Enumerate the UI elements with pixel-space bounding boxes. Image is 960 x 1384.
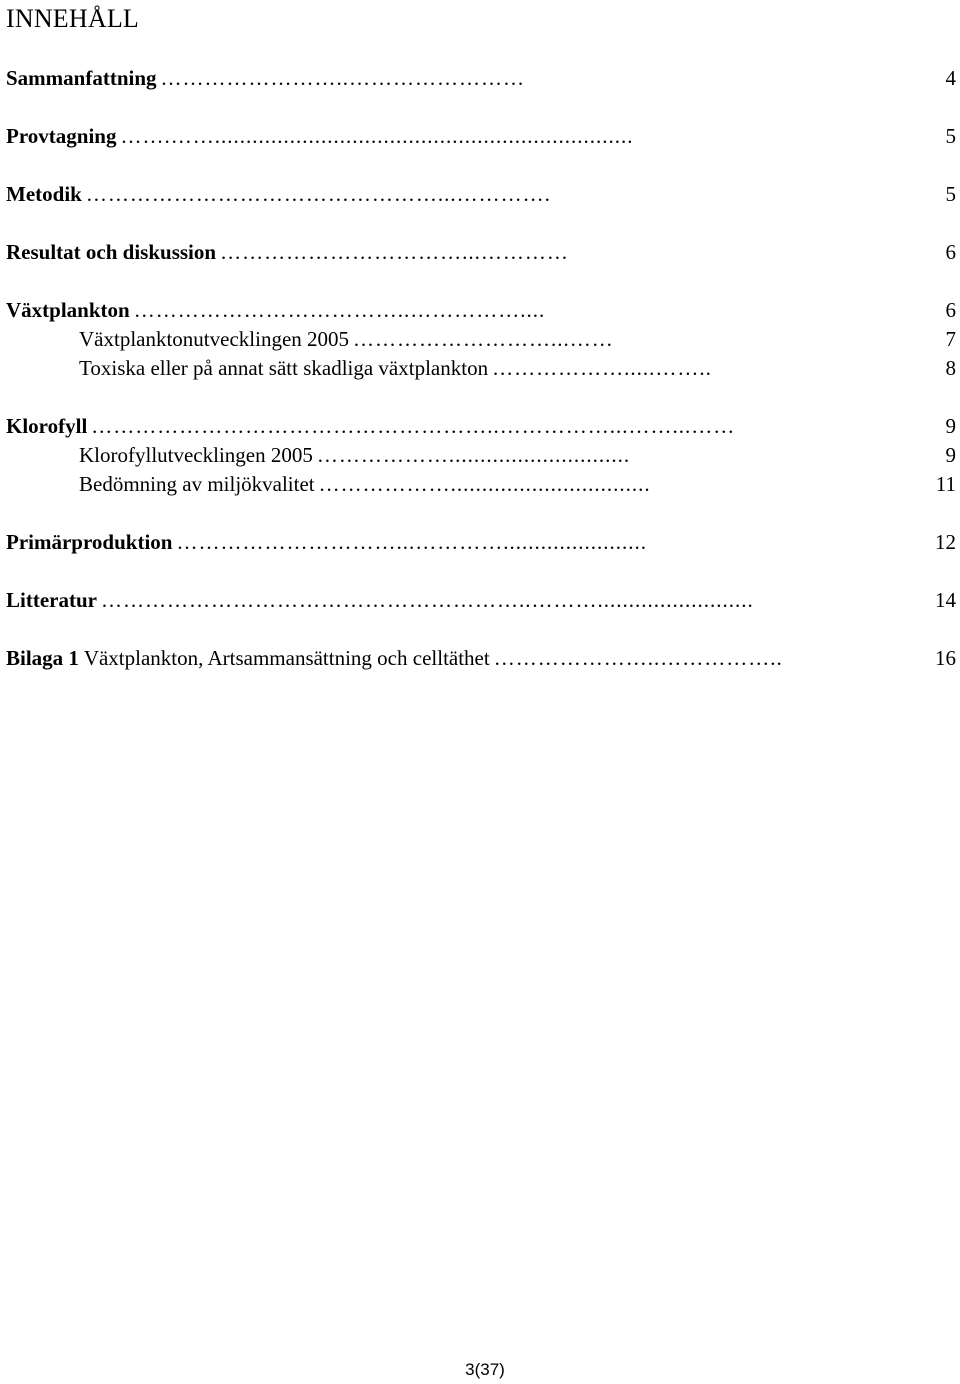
toc-entry-leader: ………………................................ bbox=[318, 472, 651, 496]
toc-entry-label bbox=[6, 646, 490, 671]
toc-entry-page: 14 bbox=[935, 588, 956, 612]
toc-entry-leader: ……………………..…………………… bbox=[160, 66, 526, 90]
toc-entry-label: Toxiska eller på annat sätt skadliga växtplankton bbox=[79, 356, 489, 380]
toc-entry-label: Växtplanktonutvecklingen 2005 bbox=[79, 327, 350, 351]
toc-entry-klorofyllutvecklingen[interactable] bbox=[79, 443, 956, 471]
toc-entry-label-rest: Växtplankton, Artsammansättning och celltäthet bbox=[83, 646, 490, 670]
toc-entry-leader: …………………………………………………..………......................... bbox=[100, 588, 754, 612]
toc-heading: INNEHÅLL bbox=[6, 4, 140, 33]
toc-entry-label: Primärproduktion bbox=[6, 530, 173, 554]
toc-entry-leader: ………………………………..…………….... bbox=[133, 298, 546, 322]
toc-entry-litteratur[interactable] bbox=[6, 588, 956, 616]
toc-entry-page: 16 bbox=[935, 646, 956, 670]
toc-entry-leader: ………………............................. bbox=[316, 443, 631, 467]
toc-entry-vaxtplanktonutvecklingen[interactable] bbox=[79, 327, 956, 355]
toc-entry-klorofyll[interactable] bbox=[6, 414, 956, 442]
toc-entry-leader: …….……................................................................... bbox=[120, 124, 634, 148]
toc-entry-label: Provtagning bbox=[6, 124, 117, 148]
toc-entry-page: 7 bbox=[945, 327, 956, 351]
toc-entry-label: Metodik bbox=[6, 182, 82, 206]
page-number: 3(37) bbox=[465, 1360, 505, 1379]
toc-entry-resultat[interactable] bbox=[6, 240, 956, 268]
toc-entry-page: 12 bbox=[935, 530, 956, 554]
toc-entry-page: 6 bbox=[945, 298, 956, 322]
toc-entry-label: Sammanfattning bbox=[6, 66, 157, 90]
toc-entry-toxiska[interactable] bbox=[79, 356, 956, 384]
toc-entry-label: Resultat och diskussion bbox=[6, 240, 217, 264]
toc-entry-page: 9 bbox=[945, 414, 956, 438]
toc-entry-leader: ………………………...…… bbox=[353, 327, 614, 351]
toc-entry-leader: ………………………………………………..……………...……...…… bbox=[91, 414, 736, 438]
toc-entry-bedomning[interactable] bbox=[79, 472, 956, 500]
toc-entry-page: 5 bbox=[945, 182, 956, 206]
toc-entry-label: Växtplankton bbox=[6, 298, 130, 322]
toc-entry-leader: …………………………………………...…………. bbox=[85, 182, 551, 206]
toc-entry-label-bold: Bilaga 1 bbox=[6, 646, 79, 670]
toc-entry-primarproduktion[interactable] bbox=[6, 530, 956, 558]
toc-entry-leader: ……………………………...………… bbox=[220, 240, 569, 264]
toc-entry-leader: ……………….....…….. bbox=[492, 356, 712, 380]
page-footer bbox=[0, 1360, 960, 1380]
toc-entry-label: Klorofyllutvecklingen 2005 bbox=[79, 443, 313, 467]
toc-entry-metodik[interactable] bbox=[6, 182, 956, 210]
toc-entry-page: 5 bbox=[945, 124, 956, 148]
toc-entry-leader: …………………..…………….. bbox=[493, 646, 783, 670]
toc-entry-sammanfattning[interactable] bbox=[6, 66, 956, 94]
toc-entry-provtagning[interactable] bbox=[6, 124, 956, 152]
toc-entry-label: Klorofyll bbox=[6, 414, 88, 438]
toc-entry-page: 8 bbox=[945, 356, 956, 380]
toc-entry-leader: …………………………...…………....................... bbox=[176, 530, 647, 554]
toc-entry-label: Litteratur bbox=[6, 588, 97, 612]
toc-entry-page: 4 bbox=[945, 66, 956, 90]
toc-entry-bilaga-1[interactable] bbox=[6, 646, 956, 674]
toc-entry-page: 6 bbox=[945, 240, 956, 264]
toc-entry-label: Bedömning av miljökvalitet bbox=[79, 472, 315, 496]
toc-entry-vaxtplankton[interactable] bbox=[6, 298, 956, 326]
toc-entry-page: 9 bbox=[945, 443, 956, 467]
toc-entry-page: 11 bbox=[935, 472, 956, 496]
